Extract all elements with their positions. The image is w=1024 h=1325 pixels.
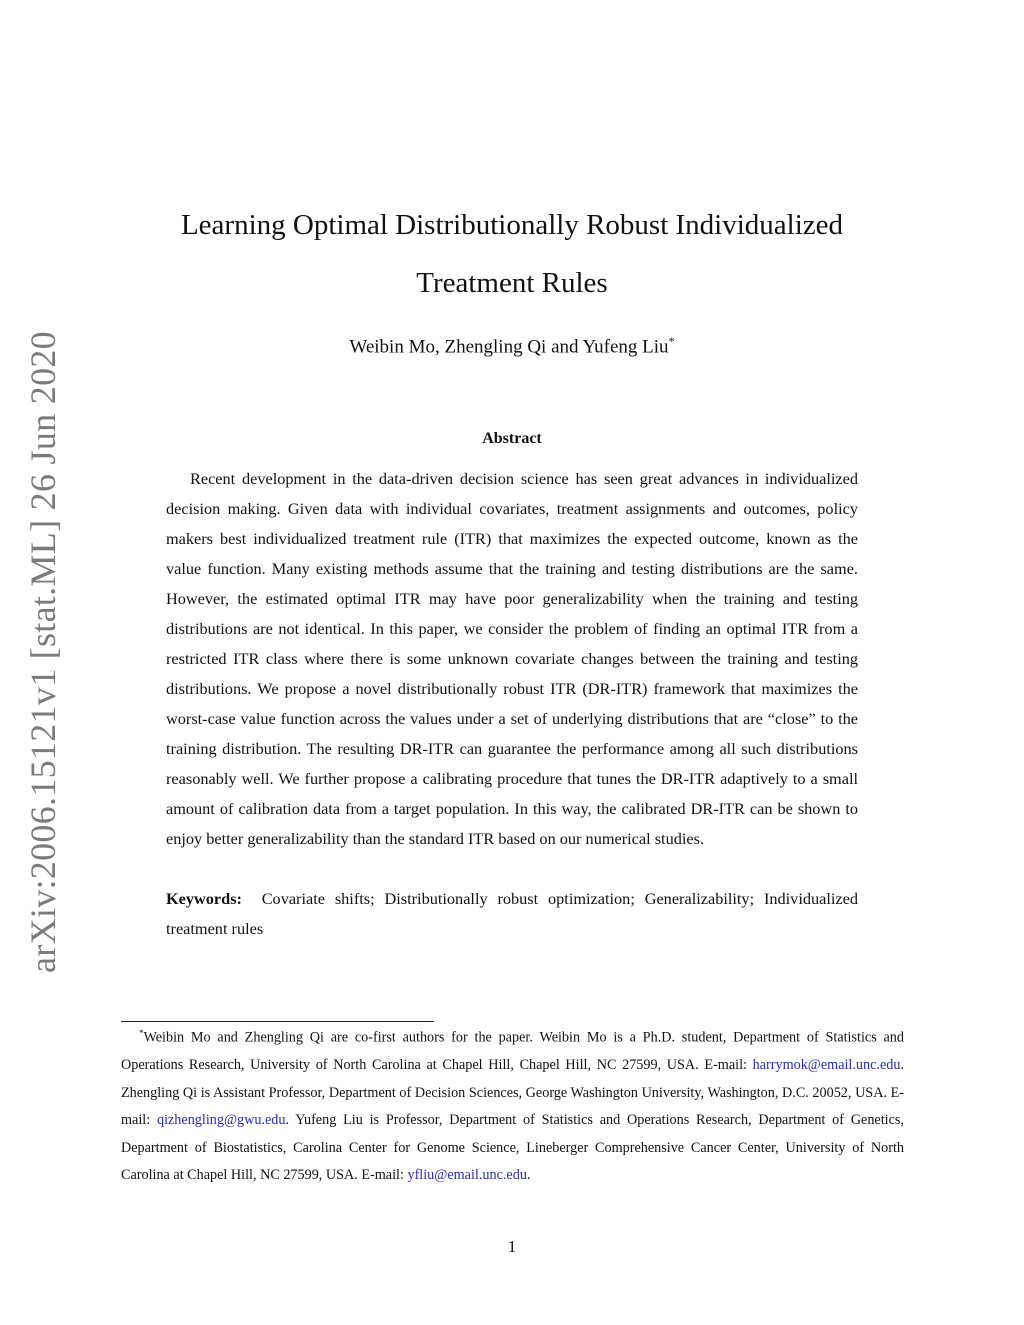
paper-title	[150, 196, 874, 312]
paper-title-line-2: Treatment Rules	[416, 267, 608, 299]
keywords-paragraph	[166, 884, 858, 944]
keywords-label: Keywords:	[166, 889, 242, 908]
email-link-liu[interactable]: yfliu@email.unc.edu	[407, 1167, 527, 1184]
footnote-text-3: . Yufeng Liu is Professor, Department of Statistics and Operations Research, Department of Genetics, Department of Biostatistics, Carolina Center for Genome Science, Lineberger Comprehensive Cancer Center, University of North Carolina at Chapel Hill, NC 27599, USA. E-mail:	[121, 1112, 904, 1184]
email-link-mo[interactable]: harrymok@email.unc.edu	[752, 1057, 901, 1074]
author-footnote	[121, 1020, 904, 1190]
abstract-heading: Abstract	[482, 430, 542, 447]
author-list	[150, 327, 874, 361]
footnote-text-4: .	[526, 1167, 531, 1184]
page-number: 1	[507, 1237, 517, 1256]
footnote-text-2: . Zhengling Qi is Assistant Professor, Department of Decision Sciences, George Washington University, Washington, D.C. 20052, USA. E-mail:	[121, 1057, 904, 1129]
abstract-body: Recent development in the data-driven decision science has seen great advances in individualized decision making. Given data with individual covariates, treatment assignments and outcomes, policy makers best individualized treatment rule (ITR) that maximizes the expected outcome, known as the value function. Many existing methods assume that the training and testing distributions are the same. However, the estimated optimal ITR may have poor generalizability when the training and testing distributions are not identical. In this paper, we consider the problem of finding an optimal ITR from a restricted ITR class where there is some unknown covariate changes between the training and testing distributions. We propose a novel distributionally robust ITR (DR-ITR) framework that maximizes the worst-case value function across the values under a set of underlying distributions that are “close” to the training distribution. The resulting DR-ITR can guarantee the performance among all such distributions reasonably well. We further propose a calibrating procedure that tunes the DR-ITR adaptively to a small amount of calibration data from a target population. In this way, the calibrated DR-ITR can be shown to enjoy better generalizability than the standard ITR based on our numerical studies.	[166, 469, 858, 848]
author-footnote-mark[interactable]: *	[668, 334, 675, 348]
footnote-text-1: Weibin Mo and Zhengling Qi are co-first authors for the paper. Weibin Mo is a Ph.D. student, Department of Statistics and Operations Research, University of North Carolina at Chapel Hill, Chapel Hill, NC 27599, USA. E-mail:	[121, 1029, 904, 1074]
arxiv-identifier-stamp: arXiv:2006.15121v1 [stat.ML] 26 Jun 2020	[23, 331, 63, 973]
keywords-text: Covariate shifts; Distributionally robust optimization; Generalizability; Individualized treatment rules	[166, 889, 858, 938]
author-names: Weibin Mo, Zhengling Qi and Yufeng Liu	[349, 336, 669, 358]
paper-title-line-1: Learning Optimal Distributionally Robust Individualized	[180, 209, 844, 241]
footnote-mark: *	[139, 1028, 144, 1038]
email-link-qi[interactable]: qizhengling@gwu.edu	[156, 1112, 286, 1129]
